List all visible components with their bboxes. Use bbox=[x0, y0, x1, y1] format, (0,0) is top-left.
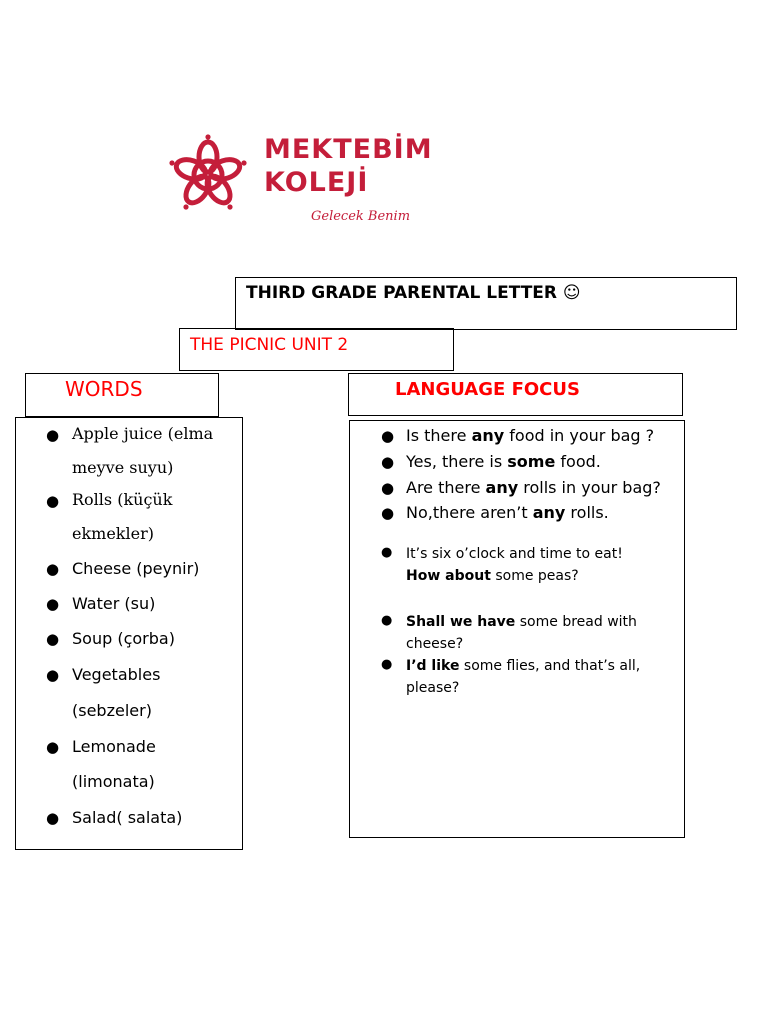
word-vegetables: Vegetables bbox=[72, 665, 161, 684]
bullet-icon: ● bbox=[46, 426, 60, 444]
letter-title: THIRD GRADE PARENTAL LETTER ☺ bbox=[246, 283, 581, 303]
sentence-5-line2: How about some peas? bbox=[406, 568, 579, 584]
word-cheese: Cheese (peynir) bbox=[72, 559, 200, 578]
words-list bbox=[15, 417, 243, 850]
sentence-6-line2: cheese? bbox=[406, 636, 464, 652]
school-logo bbox=[163, 133, 463, 228]
word-apple-juice: Apple juice (elma bbox=[72, 424, 214, 443]
word-vegetables-translation: (sebzeler) bbox=[72, 701, 152, 720]
sentence-4: No,there aren’t any rolls. bbox=[406, 503, 609, 522]
logo-name-line2: KOLEJİ bbox=[264, 167, 369, 198]
word-lemonade: Lemonade bbox=[72, 737, 156, 756]
word-salad: Salad( salata) bbox=[72, 808, 183, 827]
language-focus-heading: LANGUAGE FOCUS bbox=[395, 379, 580, 400]
bullet-icon: ● bbox=[381, 657, 393, 672]
words-heading-box bbox=[25, 373, 219, 417]
bullet-icon: ● bbox=[381, 479, 395, 497]
bullet-icon: ● bbox=[381, 504, 395, 522]
letter-title-box bbox=[235, 277, 737, 330]
bullet-icon: ● bbox=[46, 630, 60, 648]
unit-title: THE PICNIC UNIT 2 bbox=[190, 335, 349, 355]
logo-name-line1: MEKTEBİM bbox=[264, 134, 433, 165]
bullet-icon: ● bbox=[381, 613, 393, 628]
language-focus-heading-box bbox=[348, 373, 683, 416]
bullet-icon: ● bbox=[46, 738, 60, 756]
sentence-6-line1: Shall we have some bread with bbox=[406, 614, 637, 630]
knot-emblem-icon bbox=[163, 133, 253, 218]
bullet-icon: ● bbox=[46, 560, 60, 578]
bullet-icon: ● bbox=[381, 545, 393, 560]
sentence-7-line2: please? bbox=[406, 680, 460, 696]
bullet-icon: ● bbox=[46, 809, 60, 827]
sentence-7-line1: I’d like some flies, and that’s all, bbox=[406, 658, 641, 674]
unit-title-box bbox=[179, 328, 454, 371]
word-rolls: Rolls (küçük bbox=[72, 490, 173, 509]
bullet-icon: ● bbox=[381, 453, 395, 471]
sentence-2: Yes, there is some food. bbox=[406, 452, 601, 471]
sentence-1: Is there any food in your bag ? bbox=[406, 426, 655, 445]
bullet-icon: ● bbox=[46, 666, 60, 684]
word-apple-juice-translation: meyve suyu) bbox=[72, 458, 174, 477]
word-rolls-translation: ekmekler) bbox=[72, 524, 154, 543]
bullet-icon: ● bbox=[46, 492, 60, 510]
bullet-icon: ● bbox=[46, 595, 60, 613]
language-focus-list bbox=[349, 420, 685, 838]
logo-tagline: Gelecek Benim bbox=[311, 209, 411, 224]
sentence-3: Are there any rolls in your bag? bbox=[406, 478, 661, 497]
sentence-5-line1: It’s six o’clock and time to eat! bbox=[406, 546, 623, 562]
word-soup: Soup (çorba) bbox=[72, 629, 175, 648]
bullet-icon: ● bbox=[381, 427, 395, 445]
words-heading: WORDS bbox=[65, 377, 143, 401]
word-water: Water (su) bbox=[72, 594, 156, 613]
word-lemonade-translation: (limonata) bbox=[72, 772, 155, 791]
